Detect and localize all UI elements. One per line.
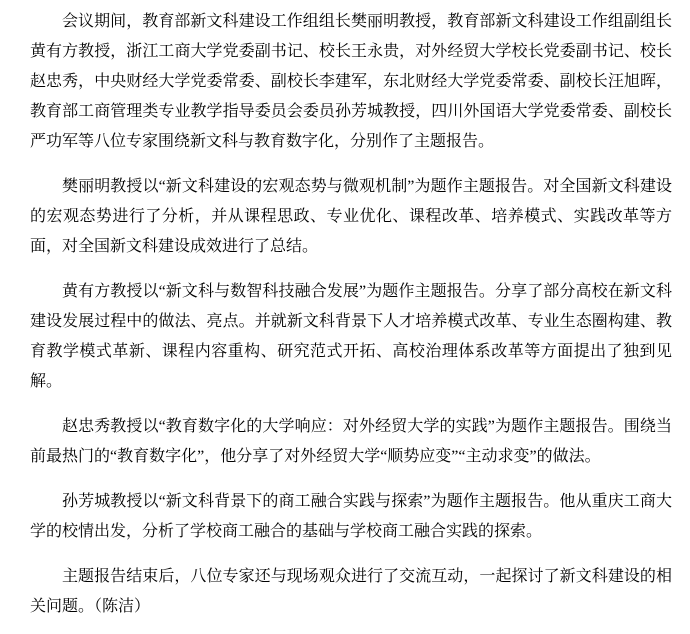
paragraph-report-sunfangcheng: 孙芳城教授以“新文科背景下的商工融合实践与探索”为题作主题报告。他从重庆工商大学的校情出发，分析了学校商工融合的基础与学校商工融合实践的探索。 <box>30 493 672 540</box>
paragraph-report-huangyoufang: 黄有方教授以“新文科与数智科技融合发展”为题作主题报告。分享了部分高校在新文科建设发展过程中的做法、亮点。并就新文科背景下人才培养模式改革、专业生态圈构建、教育教学模式革新、课程内容重构、研究范式开拓、高校治理体系改革等方面提出了独到见解。 <box>30 283 672 390</box>
paragraph-report-zhaozhongxiu: 赵忠秀教授以“教育数字化的大学响应：对外经贸大学的实践”为题作主题报告。围绕当前最热门的“教育数字化”，他分享了对外经贸大学“顺势应变”“主动求变”的做法。 <box>30 418 672 465</box>
paragraph-attendees: 会议期间，教育部新文科建设工作组组长樊丽明教授，教育部新文科建设工作组副组长黄有方教授，浙江工商大学党委副书记、校长王永贵，对外经贸大学校长党委副书记、校长赵忠秀，中央财经大学党委常委、副校长李建军，东北财经大学党委常委、副校长汪旭晖，教育部工商管理类专业教学指导委员会委员孙芳城教授，四川外国语大学党委常委、副校长严功军等八位专家围绕新文科与教育数字化，分别作了主题报告。 <box>30 13 672 150</box>
paragraph-closing-byline: 主题报告结束后，八位专家还与现场观众进行了交流互动，一起探讨了新文科建设的相关问题。（陈洁） <box>30 568 672 615</box>
paragraph-report-fanliming: 樊丽明教授以“新文科建设的宏观态势与微观机制”为题作主题报告。对全国新文科建设的宏观态势进行了分析，并从课程思政、专业优化、课程改革、培养模式、实践改革等方面，对全国新文科建设成效进行了总结。 <box>30 178 672 255</box>
